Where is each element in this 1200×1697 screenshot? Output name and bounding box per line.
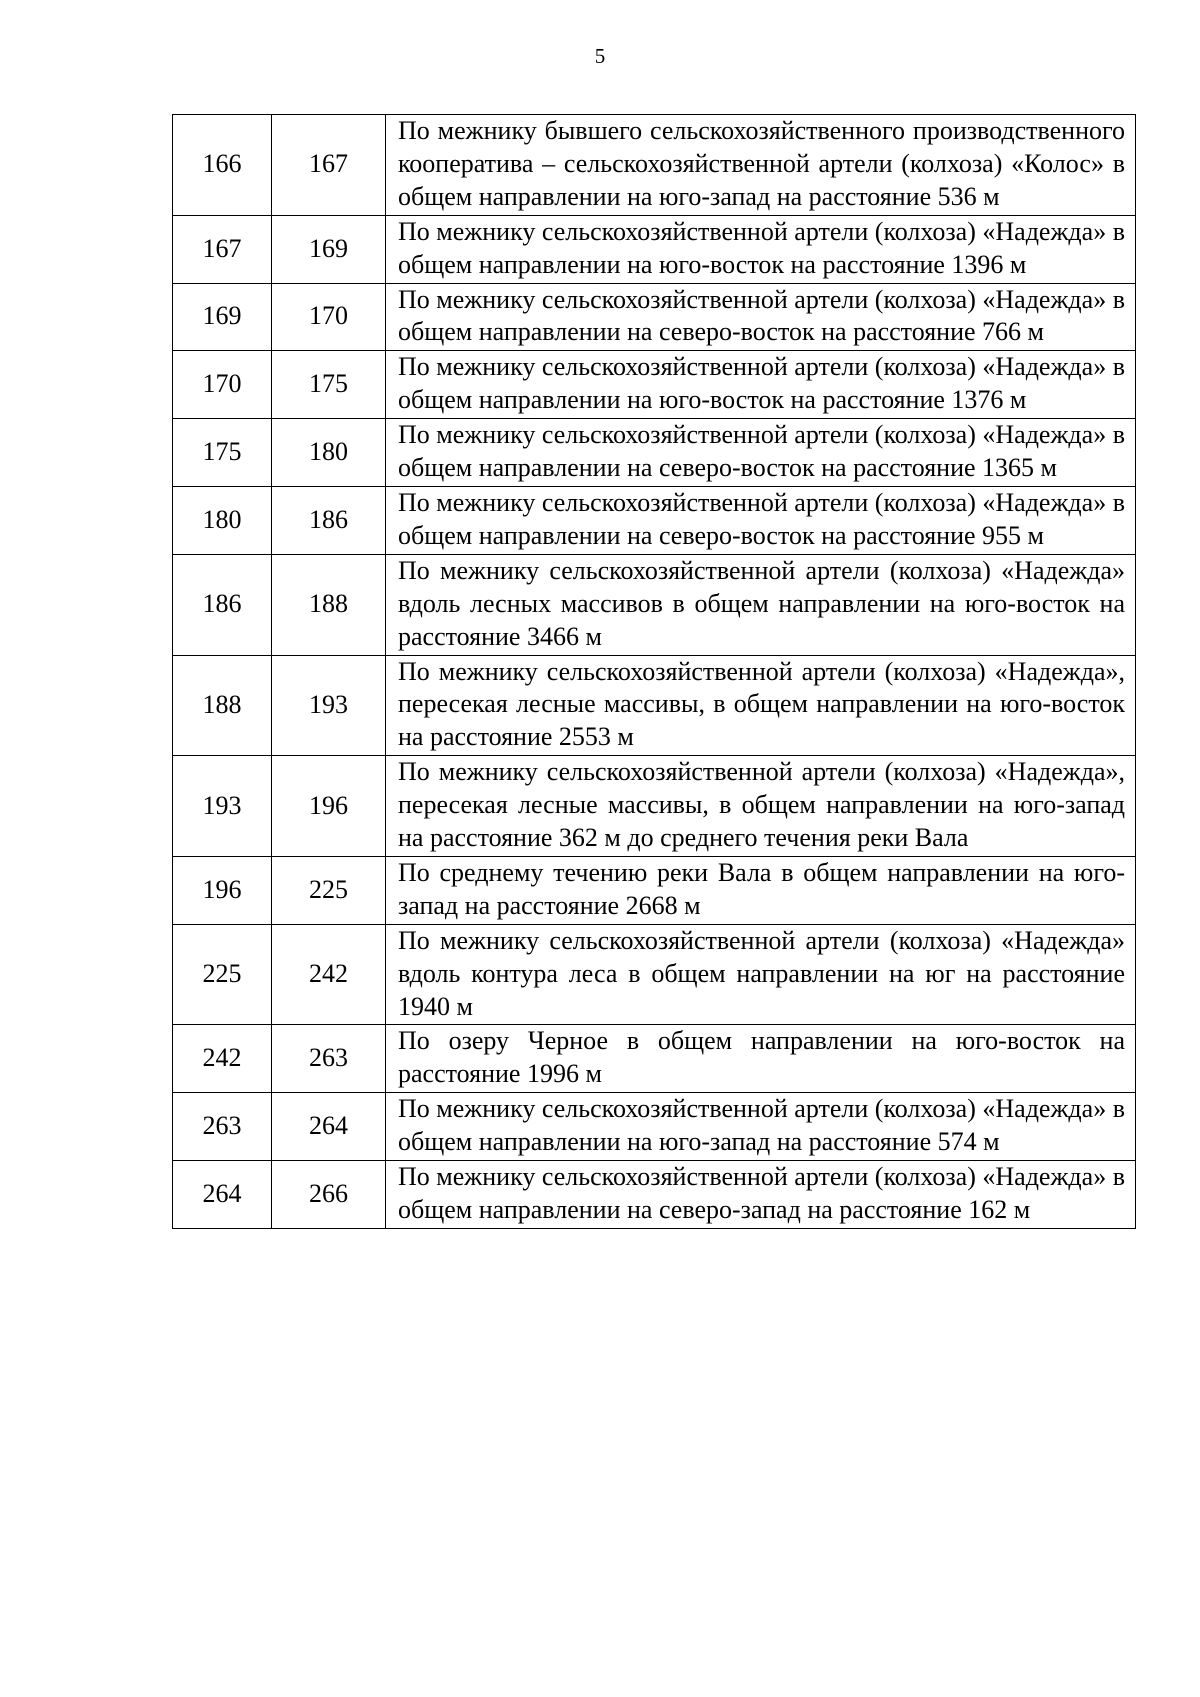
table-row — [173, 655, 1136, 756]
boundary-description-cell: По межнику сельскохозяйственной артели (колхоза) «Надежда», пересекая лесные массивы, в общем направлении на юго-восток на расстояние 2553 м — [386, 655, 1136, 756]
to-point-cell: 167 — [272, 115, 386, 216]
boundary-description-cell: По межнику сельскохозяйственной артели (колхоза) «Надежда» вдоль контура леса в общем направлении на юг на расстояние 1940 м — [386, 924, 1136, 1025]
to-point-cell: 175 — [272, 351, 386, 419]
boundary-description-cell: По межнику сельскохозяйственной артели (колхоза) «Надежда» вдоль лесных массивов в общем направлении на юго-восток на расстояние 3466 м — [386, 554, 1136, 655]
to-point-cell: 193 — [272, 655, 386, 756]
boundary-description-cell: По межнику бывшего сельскохозяйственного производственного кооператива – сельскохозяйственной артели (колхоза) «Колос» в общем направлении на юго-запад на расстояние 536 м — [386, 115, 1136, 216]
boundary-description-cell: По озеру Черное в общем направлении на юго-восток на расстояние 1996 м — [386, 1025, 1136, 1093]
from-point-cell: 188 — [173, 655, 272, 756]
boundary-description-cell: По среднему течению реки Вала в общем направлении на юго-запад на расстояние 2668 м — [386, 856, 1136, 924]
table-row — [173, 1025, 1136, 1093]
boundary-description-cell: По межнику сельскохозяйственной артели (колхоза) «Надежда» в общем направлении на северо-восток на расстояние 955 м — [386, 486, 1136, 554]
table-row — [173, 1161, 1136, 1229]
table-row — [173, 419, 1136, 487]
to-point-cell: 266 — [272, 1161, 386, 1229]
table-row — [173, 486, 1136, 554]
from-point-cell: 180 — [173, 486, 272, 554]
page-number: 5 — [594, 44, 606, 68]
boundary-description-cell: По межнику сельскохозяйственной артели (колхоза) «Надежда» в общем направлении на юго-восток на расстояние 1376 м — [386, 351, 1136, 419]
from-point-cell: 193 — [173, 756, 272, 857]
from-point-cell: 175 — [173, 419, 272, 487]
to-point-cell: 170 — [272, 283, 386, 351]
from-point-cell: 169 — [173, 283, 272, 351]
table-row — [173, 283, 1136, 351]
boundary-description-cell: По межнику сельскохозяйственной артели (колхоза) «Надежда», пересекая лесные массивы, в общем направлении на юго-запад на расстояние 362 м до среднего течения реки Вала — [386, 756, 1136, 857]
to-point-cell: 169 — [272, 215, 386, 283]
to-point-cell: 180 — [272, 419, 386, 487]
table-row — [173, 924, 1136, 1025]
to-point-cell: 186 — [272, 486, 386, 554]
to-point-cell: 242 — [272, 924, 386, 1025]
from-point-cell: 196 — [173, 856, 272, 924]
boundary-description-cell: По межнику сельскохозяйственной артели (колхоза) «Надежда» в общем направлении на северо-восток на расстояние 766 м — [386, 283, 1136, 351]
from-point-cell: 263 — [173, 1093, 272, 1161]
from-point-cell: 166 — [173, 115, 272, 216]
to-point-cell: 188 — [272, 554, 386, 655]
to-point-cell: 196 — [272, 756, 386, 857]
boundary-description-cell: По межнику сельскохозяйственной артели (колхоза) «Надежда» в общем направлении на юго-запад на расстояние 574 м — [386, 1093, 1136, 1161]
from-point-cell: 167 — [173, 215, 272, 283]
to-point-cell: 264 — [272, 1093, 386, 1161]
boundary-description-cell: По межнику сельскохозяйственной артели (колхоза) «Надежда» в общем направлении на северо-запад на расстояние 162 м — [386, 1161, 1136, 1229]
table-row — [173, 756, 1136, 857]
from-point-cell: 170 — [173, 351, 272, 419]
table-row — [173, 856, 1136, 924]
to-point-cell: 225 — [272, 856, 386, 924]
boundary-description-cell: По межнику сельскохозяйственной артели (колхоза) «Надежда» в общем направлении на юго-восток на расстояние 1396 м — [386, 215, 1136, 283]
boundary-table-body — [173, 115, 1136, 1229]
table-row — [173, 215, 1136, 283]
to-point-cell: 263 — [272, 1025, 386, 1093]
from-point-cell: 242 — [173, 1025, 272, 1093]
table-row — [173, 1093, 1136, 1161]
from-point-cell: 225 — [173, 924, 272, 1025]
boundary-table — [172, 114, 1136, 1229]
table-row — [173, 115, 1136, 216]
boundary-description-cell: По межнику сельскохозяйственной артели (колхоза) «Надежда» в общем направлении на северо-восток на расстояние 1365 м — [386, 419, 1136, 487]
from-point-cell: 264 — [173, 1161, 272, 1229]
table-row — [173, 554, 1136, 655]
table-row — [173, 351, 1136, 419]
from-point-cell: 186 — [173, 554, 272, 655]
